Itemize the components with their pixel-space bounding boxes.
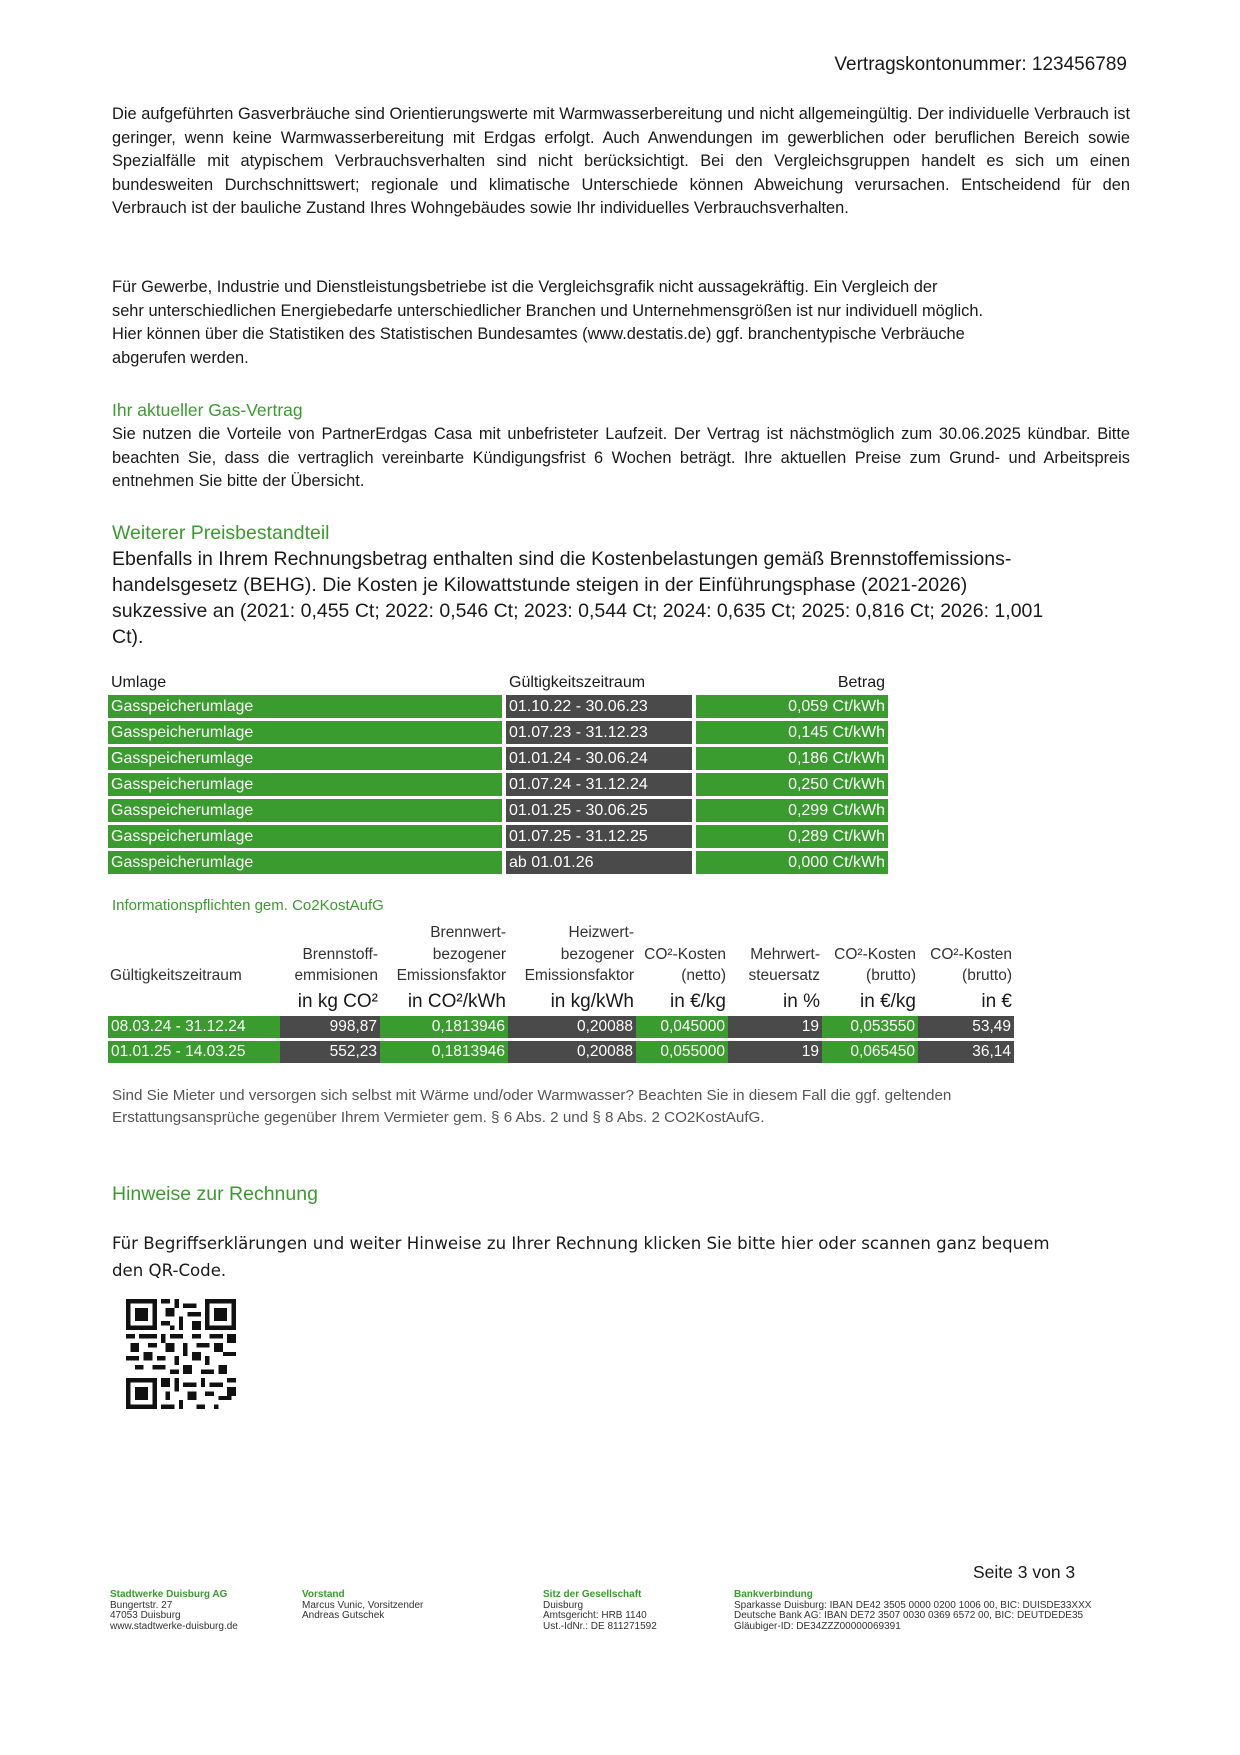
- footer-company: [110, 1590, 238, 1632]
- period-header: Gültigkeitszeitraum: [509, 674, 646, 691]
- commercial-paragraph: [112, 276, 1130, 370]
- unit-label: in kg CO²: [297, 990, 378, 1012]
- footer-heading: Sitz der Gesellschaft: [543, 1589, 642, 1600]
- co2-header-row: [108, 922, 1014, 987]
- co2-header-emissions: Brennstoff- emmisionen: [294, 945, 378, 984]
- behg-paragraph: [112, 546, 1130, 650]
- table-row: [108, 695, 888, 720]
- footer-seat: [543, 1590, 657, 1632]
- unit-label: in kg/kWh: [550, 990, 634, 1012]
- umlage-table: [108, 671, 888, 877]
- tenant-note-line: Erstattungsansprüche gegenüber Ihrem Vermieter gem. § 6 Abs. 2 und § 8 Abs. 2 CO2KostAufG.: [112, 1108, 765, 1126]
- behg-heading: Weiterer Preisbestandteil: [112, 522, 330, 544]
- footer-line: Deutsche Bank AG: IBAN DE72 3507 0030 0369 6572 00, BIC: DEUTDEDE35: [734, 1610, 1084, 1621]
- footer-heading: Bankverbindung: [734, 1590, 813, 1600]
- umlage-period: 01.10.22 - 30.06.23: [506, 695, 692, 720]
- unit-label: in €/kg: [670, 990, 726, 1012]
- co2-netto: 0,055000: [636, 1040, 728, 1065]
- table-row: [108, 850, 888, 876]
- footer-line: Andreas Gutschek: [302, 1610, 385, 1621]
- commercial-line: Für Gewerbe, Industrie und Dienstleistungsbetriebe ist die Vergleichsgrafik nicht aussagekräftig. Ein Vergleich der: [112, 278, 938, 296]
- co2-period: 08.03.24 - 31.12.24: [108, 1016, 280, 1040]
- footer-bank: [734, 1590, 1110, 1632]
- tenant-note-line: Sind Sie Mieter und versorgen sich selbst mit Wärme und/oder Warmwasser? Beachten Sie in diesem Fall die ggf. geltenden: [112, 1087, 952, 1104]
- hinweise-heading: Hinweise zur Rechnung: [112, 1183, 318, 1205]
- umlage-header-row: [108, 671, 888, 695]
- table-row: [108, 824, 888, 850]
- account-number: Vertragskontonummer: 123456789: [834, 54, 1127, 75]
- hinweise-line[interactable]: Für Begriffserklärungen und weiter Hinweise zu Ihrer Rechnung klicken Sie bitte hier oder scannen ganz bequem: [112, 1234, 1050, 1253]
- footer-line: Bungertstr. 27: [110, 1599, 173, 1611]
- behg-line: Ct).: [112, 626, 144, 648]
- umlage-period: ab 01.01.26: [506, 850, 692, 876]
- footer-line: Amtsgericht: HRB 1140: [543, 1610, 647, 1621]
- footer-board: [302, 1590, 423, 1622]
- footer-line: Duisburg: [543, 1599, 584, 1611]
- umlage-amount: 0,059 Ct/kWh: [696, 695, 888, 720]
- footer-line: 47053 Duisburg: [110, 1610, 181, 1621]
- hinweise-paragraph: [112, 1230, 1112, 1284]
- co2-units-row: [108, 987, 1014, 1017]
- commercial-line: sehr unterschiedlichen Energiebedarfe unterschiedlicher Branchen und Unternehmensgrößen ist nur individuell möglich.: [112, 301, 984, 320]
- umlage-period: 01.01.24 - 30.06.24: [506, 746, 692, 772]
- umlage-name: Gasspeicherumlage: [108, 850, 502, 876]
- table-row: [108, 1016, 1014, 1040]
- umlage-period: 01.07.25 - 31.12.25: [506, 824, 692, 850]
- umlage-amount: 0,145 Ct/kWh: [696, 720, 888, 746]
- umlage-period: 01.07.23 - 31.12.23: [506, 720, 692, 746]
- co2-table: [108, 922, 1014, 1066]
- umlage-name: Gasspeicherumlage: [108, 772, 502, 798]
- commercial-line: Hier können über die Statistiken des Statistischen Bundesamtes (www.destatis.de) ggf. branchentypische Verbräuche: [112, 325, 965, 343]
- co2-brutto: 0,065450: [822, 1040, 918, 1065]
- unit-label: in €/kg: [860, 990, 916, 1012]
- co2-heading: Informationspflichten gem. Co2KostAufG: [112, 897, 384, 914]
- co2-brennwert: 0,1813946: [380, 1016, 508, 1040]
- co2-brutto: 0,053550: [822, 1016, 918, 1040]
- footer-line: Ust.-IdNr.: DE 811271592: [543, 1620, 657, 1632]
- co2-header-euro: CO²-Kosten (brutto): [930, 945, 1012, 984]
- umlage-period: 01.01.25 - 30.06.25: [506, 798, 692, 824]
- umlage-period: 01.07.24 - 31.12.24: [506, 772, 692, 798]
- co2-header-mwst: Mehrwert- steuersatz: [748, 945, 820, 984]
- co2-emissions: 552,23: [280, 1040, 380, 1065]
- table-row: [108, 772, 888, 798]
- co2-netto: 0,045000: [636, 1016, 728, 1040]
- co2-brennwert: 0,1813946: [380, 1040, 508, 1065]
- contract-heading: Ihr aktueller Gas-Vertrag: [112, 400, 303, 420]
- umlage-amount: 0,000 Ct/kWh: [696, 850, 888, 876]
- co2-mwst: 19: [728, 1040, 822, 1065]
- footer-heading: Vorstand: [302, 1589, 345, 1600]
- commercial-line: abgerufen werden.: [112, 348, 249, 367]
- contract-paragraph: Sie nutzen die Vorteile von PartnerErdgas Casa mit unbefristeter Laufzeit. Der Vertrag ist nächstmöglich zum 30.06.2025 kündbar. Bitte beachten Sie, dass die vertraglich vereinbarte Kündigungsfrist 6 Wochen beträgt. Ihre aktuellen Preise zum Grund- und Arbeitspreis entnehmen Sie bitte der Übersicht.: [112, 425, 1130, 490]
- umlage-name: Gasspeicherumlage: [108, 824, 502, 850]
- co2-header-brutto: CO²-Kosten (brutto): [834, 945, 916, 984]
- footer-heading: Stadtwerke Duisburg AG: [110, 1589, 228, 1600]
- table-row: [108, 798, 888, 824]
- footer-website-link[interactable]: www.stadtwerke-duisburg.de: [110, 1620, 238, 1632]
- co2-header-netto: CO²-Kosten (netto): [644, 945, 726, 984]
- umlage-name: Gasspeicherumlage: [108, 798, 502, 824]
- co2-mwst: 19: [728, 1016, 822, 1040]
- umlage-amount: 0,250 Ct/kWh: [696, 772, 888, 798]
- co2-euro: 36,14: [918, 1040, 1014, 1065]
- unit-label: in CO²/kWh: [407, 990, 506, 1012]
- co2-emissions: 998,87: [280, 1016, 380, 1040]
- co2-header-heizwert: Heizwert- bezogener Emissionsfaktor: [524, 924, 634, 984]
- table-row: [108, 746, 888, 772]
- behg-line: sukzessive an (2021: 0,455 Ct; 2022: 0,546 Ct; 2023: 0,544 Ct; 2024: 0,635 Ct; 2025: 0,816 Ct; 2026: 1,001: [112, 600, 1044, 622]
- amount-header: Betrag: [837, 674, 885, 691]
- hinweise-line: den QR-Code.: [112, 1261, 227, 1280]
- intro-paragraph: Die aufgeführten Gasverbräuche sind Orientierungswerte mit Warmwasserbereitung und nicht allgemeingültig. Der individuelle Verbrauch ist geringer, wenn keine Warmwasserbereitung mit Erdgas erfolgt. Auch Anwendungen im gewerblichen oder beruflichen Bereich sowie Spezialfälle mit atypischem Verbrauchsverhalten sind nicht berücksichtigt. Bei den Vergleichsgruppen handelt es sich um einen bundesweiten Durchschnittswert; regionale und klimatische Unterschiede können Abweichung verursachen. Entscheidend für den Verbrauch ist der bauliche Zustand Ihres Wohngebäudes sowie Ihr individuelles Verbrauchsverhalten.: [112, 105, 1130, 217]
- unit-label: in %: [783, 990, 820, 1012]
- co2-period: 01.01.25 - 14.03.25: [108, 1040, 280, 1065]
- umlage-amount: 0,299 Ct/kWh: [696, 798, 888, 824]
- co2-heizwert: 0,20088: [508, 1016, 636, 1040]
- footer-line: Marcus Vunic, Vorsitzender: [302, 1599, 424, 1611]
- umlage-name: Gasspeicherumlage: [108, 695, 502, 720]
- unit-label: in €: [981, 990, 1012, 1012]
- footer-line: Sparkasse Duisburg: IBAN DE42 3505 0000 0200 1006 00, BIC: DUISDE33XXX: [734, 1599, 1092, 1611]
- co2-header-period: Gültigkeitszeitraum: [110, 967, 242, 984]
- umlage-name: Gasspeicherumlage: [108, 720, 502, 746]
- table-row: [108, 1040, 1014, 1065]
- umlage-amount: 0,289 Ct/kWh: [696, 824, 888, 850]
- umlage-header: Umlage: [111, 674, 167, 691]
- behg-line: Ebenfalls in Ihrem Rechnungsbetrag enthalten sind die Kostenbelastungen gemäß Brennstoffemissions-: [112, 548, 1012, 570]
- umlage-name: Gasspeicherumlage: [108, 746, 502, 772]
- footer-line: Gläubiger-ID: DE34ZZZ00000069391: [734, 1620, 901, 1632]
- tenant-note: [112, 1085, 1112, 1128]
- co2-header-brennwert: Brennwert- bezogener Emissionsfaktor: [396, 924, 506, 984]
- table-row: [108, 720, 888, 746]
- co2-euro: 53,49: [918, 1016, 1014, 1040]
- page-number: Seite 3 von 3: [973, 1562, 1076, 1582]
- qr-code-icon[interactable]: [126, 1299, 236, 1409]
- co2-heizwert: 0,20088: [508, 1040, 636, 1065]
- umlage-amount: 0,186 Ct/kWh: [696, 746, 888, 772]
- behg-line: handelsgesetz (BEHG). Die Kosten je Kilowattstunde steigen in der Einführungsphase (2021-2026): [112, 574, 968, 596]
